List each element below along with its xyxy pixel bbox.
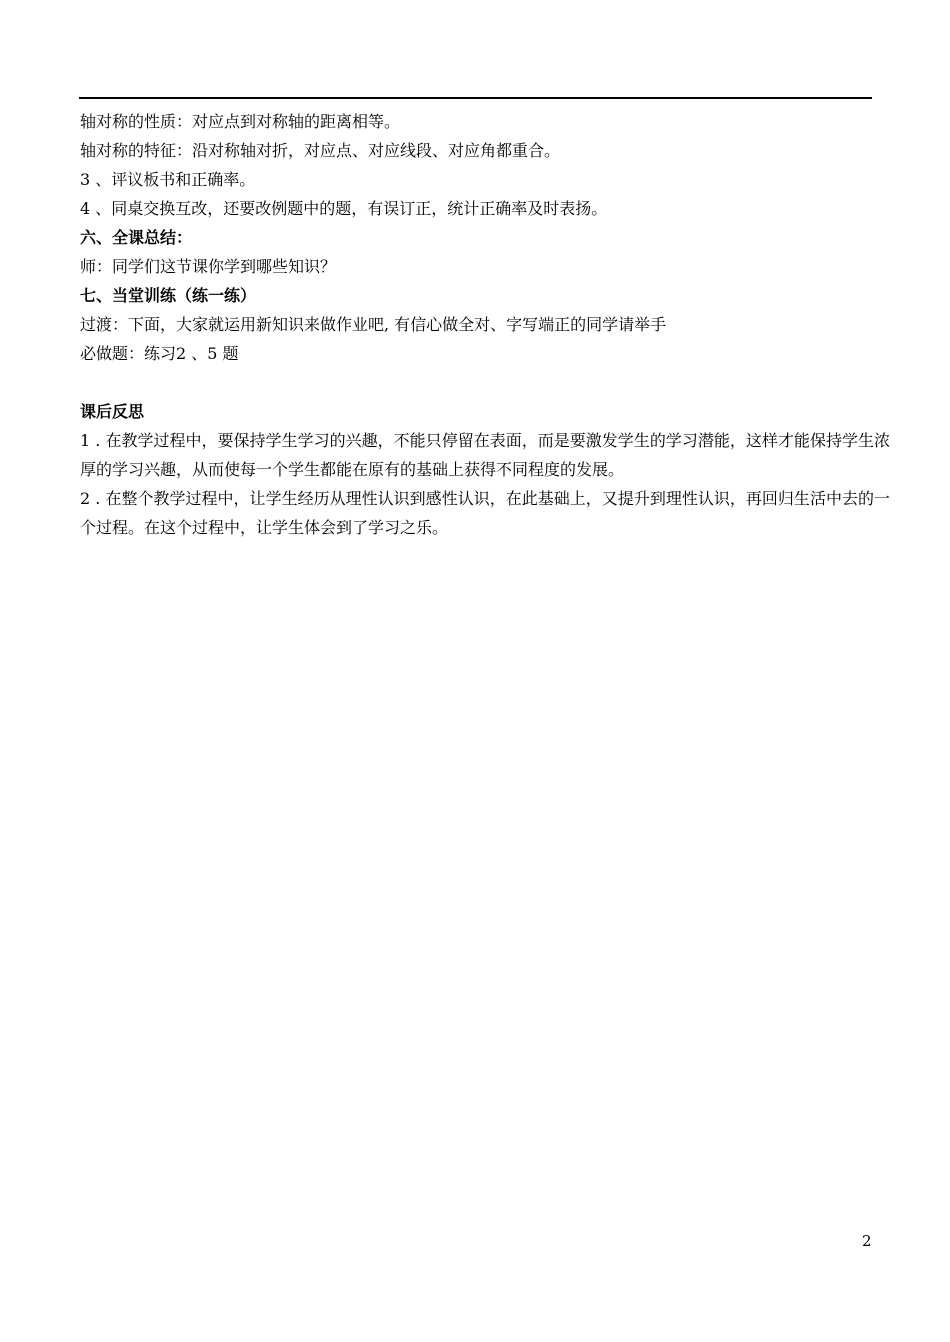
section-7-heading: 七、当堂训练（练一练） bbox=[80, 286, 257, 305]
transition-line: 过渡：下面，大家就运用新知识来做作业吧, 有信心做全对、字写端正的同学请举手 bbox=[80, 315, 667, 334]
page-number: 2 bbox=[862, 1232, 872, 1250]
header-rule bbox=[79, 97, 872, 99]
document-body bbox=[80, 107, 890, 542]
reflection-item-1: 1 . 在教学过程中，要保持学生学习的兴趣，不能只停留在表面，而是要激发学生的学习潜能，这样才能保持学生浓厚的学习兴趣，从而使每一个学生都能在原有的基础上获得不同程度的发展。 bbox=[80, 431, 890, 479]
step-4-line: 4 、同桌交换互改，还要改例题中的题，有误订正，统计正确率及时表扬。 bbox=[80, 199, 608, 218]
step-3-line: 3 、评议板书和正确率。 bbox=[80, 170, 256, 189]
symmetry-property-line: 轴对称的性质：对应点到对称轴的距离相等。 bbox=[80, 112, 401, 131]
reflection-heading: 课后反思 bbox=[80, 402, 145, 421]
section-6-heading: 六、全课总结： bbox=[80, 228, 193, 247]
symmetry-feature-line: 轴对称的特征：沿对称轴对折，对应点、对应线段、对应角都重合。 bbox=[80, 141, 561, 160]
required-exercises-line: 必做题：练习2 、5 题 bbox=[80, 344, 239, 363]
teacher-question-line: 师：同学们这节课你学到哪些知识？ bbox=[80, 257, 337, 276]
reflection-item-2: 2 . 在整个教学过程中，让学生经历从理性认识到感性认识，在此基础上，又提升到理性认识，再回归生活中去的一个过程。在这个过程中，让学生体会到了学习之乐。 bbox=[80, 489, 890, 537]
blank-line bbox=[80, 368, 890, 397]
